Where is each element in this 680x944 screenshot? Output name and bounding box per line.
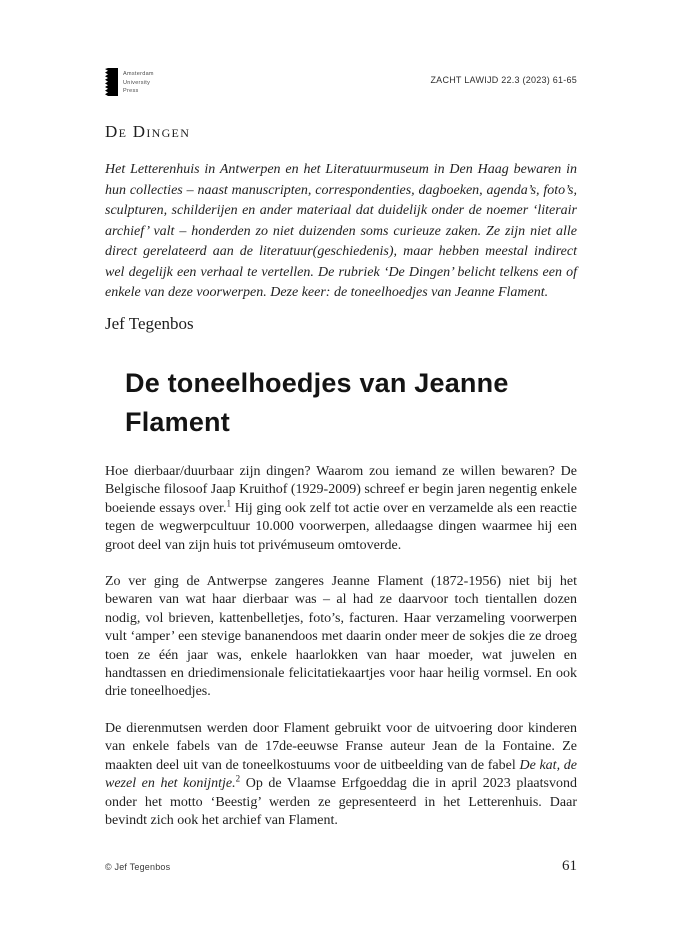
page-number: 61 xyxy=(562,858,577,874)
page-footer xyxy=(105,858,577,875)
body-paragraph: Hoe dierbaar/duurbaar zijn dingen? Waarom zou iemand ze willen bewaren? De Belgische filosoof Jaap Kruithof (1929-2009) schreef er begin jaren negentig enkele boeiende essays over.$^1$ Hij ging ook zelf tot actie over en verzamelde als een reactie tegen de wegwerpcultuur 10.000 voorwerpen, alledaagse dingen waarmee hij een groot deel van zijn huis tot privémuseum omtoverde. xyxy=(105,464,577,553)
logo-line: University xyxy=(123,79,151,86)
copyright-notice: © Jef Tegenbos xyxy=(105,862,171,872)
publisher-logo-icon xyxy=(105,68,118,96)
publisher-logo xyxy=(105,68,154,96)
article-body xyxy=(105,463,577,848)
body-paragraph: De dierenmutsen werden door Flament gebruikt voor de uitvoering door kinderen van enkele fabels van de 17de-eeuwse Franse auteur Jean de la Fontaine. Ze maakten deel uit van de toneelkostuums voor de uitbeelding van de fabel De kat, de wezel en het konijntje.$^2$ Op de Vlaamse Erfgoeddag die in april 2023 plaatsvond onder het motto ‘Beestig’ werden ze gepresenteerd in het Letterenhuis. Daar bevindt zich ook het archief van Flament. xyxy=(105,720,577,828)
journal-reference: ZACHT LAWIJD 22.3 (2023) 61-65 xyxy=(430,75,577,85)
section-heading: De Dingen xyxy=(105,122,191,141)
intro-paragraph: Het Letterenhuis in Antwerpen en het Literatuurmuseum in Den Haag bewaren in hun collecties – naast manuscripten, correspondenties, dagboeken, agenda’s, foto’s, sculpturen, schilderijen en ander materiaal dat duidelijk onder de noemer ‘literair archief’ valt – honderden zo niet duizenden soms curieuze zaken. Ze zijn niet alle direct gerelateerd aan de literatuur(geschiedenis), maar hebben meestal indirect wel degelijk een verhaal te vertellen. De rubriek ‘De Dingen’ belicht telkens een of enkele van deze voorwerpen. Deze keer: de toneelhoedjes van Jeanne Flament. xyxy=(105,162,577,300)
publisher-logo-text xyxy=(123,68,154,96)
logo-line: Amsterdam xyxy=(123,71,154,77)
author-name: Jef Tegenbos xyxy=(105,314,194,333)
article-title: De toneelhoedjes van Jeanne Flament xyxy=(125,368,509,437)
logo-line: Press xyxy=(123,88,139,94)
body-paragraph: Zo ver ging de Antwerpse zangeres Jeanne Flament (1872-1956) niet bij het bewaren van wat haar dierbaar was – al had ze daarvoor toch tientallen dozen nodig, vol brieven, kattenbelletjes, foto’s, facturen. Haar verzameling voorwerpen vult ‘amper’ een stevige bananendoos met daarin onder meer de sokjes die ze droeg toen ze één jaar was, enkele haarlokken van haar moeder, wat juwelen en handtassen en driedimensionale felicitatiekaartjes voor haar heilig vormsel. En ook drie toneelhoedjes. xyxy=(105,574,577,700)
